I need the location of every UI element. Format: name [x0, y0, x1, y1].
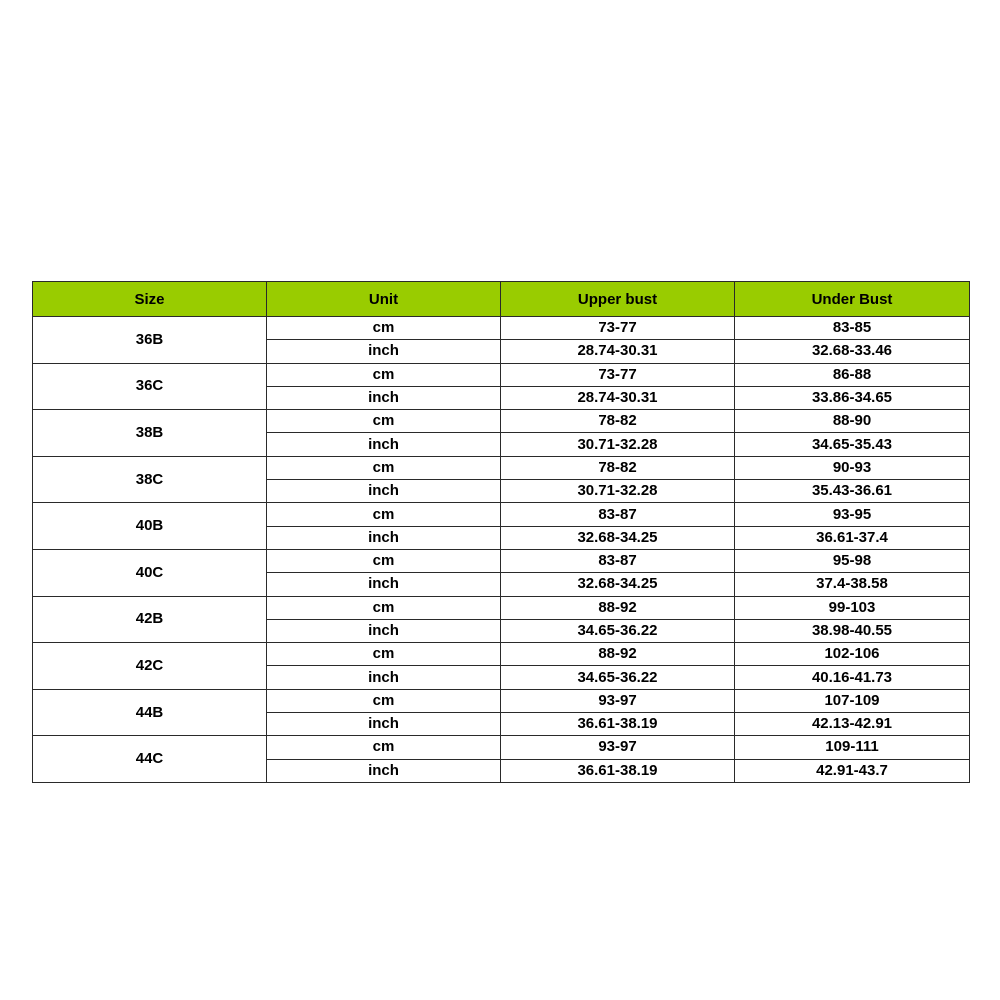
- unit-cell: inch: [267, 433, 501, 456]
- under-bust-cell: 109-111: [735, 736, 970, 759]
- size-cell: 36B: [33, 317, 267, 364]
- size-cell: 36C: [33, 363, 267, 410]
- under-bust-cell: 33.86-34.65: [735, 386, 970, 409]
- table-row: [33, 736, 970, 759]
- under-bust-cell: 107-109: [735, 689, 970, 712]
- upper-bust-cell: 36.61-38.19: [501, 713, 735, 736]
- header-under-bust: Under Bust: [735, 282, 970, 317]
- unit-cell: inch: [267, 480, 501, 503]
- upper-bust-cell: 73-77: [501, 363, 735, 386]
- header-size: Size: [33, 282, 267, 317]
- upper-bust-cell: 30.71-32.28: [501, 480, 735, 503]
- under-bust-cell: 99-103: [735, 596, 970, 619]
- upper-bust-cell: 83-87: [501, 549, 735, 572]
- size-cell: 40C: [33, 549, 267, 596]
- under-bust-cell: 95-98: [735, 549, 970, 572]
- header-row: [33, 282, 970, 317]
- table-row: [33, 643, 970, 666]
- upper-bust-cell: 36.61-38.19: [501, 759, 735, 782]
- unit-cell: cm: [267, 317, 501, 340]
- unit-cell: inch: [267, 759, 501, 782]
- under-bust-cell: 88-90: [735, 410, 970, 433]
- upper-bust-cell: 28.74-30.31: [501, 386, 735, 409]
- under-bust-cell: 36.61-37.4: [735, 526, 970, 549]
- size-cell: 40B: [33, 503, 267, 550]
- unit-cell: inch: [267, 526, 501, 549]
- size-chart-table: [32, 281, 970, 783]
- unit-cell: inch: [267, 666, 501, 689]
- size-cell: 38C: [33, 456, 267, 503]
- under-bust-cell: 38.98-40.55: [735, 619, 970, 642]
- header-upper-bust: Upper bust: [501, 282, 735, 317]
- upper-bust-cell: 88-92: [501, 643, 735, 666]
- unit-cell: cm: [267, 410, 501, 433]
- header-unit: Unit: [267, 282, 501, 317]
- unit-cell: cm: [267, 503, 501, 526]
- unit-cell: cm: [267, 736, 501, 759]
- upper-bust-cell: 88-92: [501, 596, 735, 619]
- table-row: [33, 410, 970, 433]
- table-body: [33, 317, 970, 783]
- unit-cell: cm: [267, 689, 501, 712]
- under-bust-cell: 86-88: [735, 363, 970, 386]
- under-bust-cell: 40.16-41.73: [735, 666, 970, 689]
- under-bust-cell: 35.43-36.61: [735, 480, 970, 503]
- unit-cell: cm: [267, 643, 501, 666]
- under-bust-cell: 83-85: [735, 317, 970, 340]
- upper-bust-cell: 32.68-34.25: [501, 526, 735, 549]
- size-cell: 42B: [33, 596, 267, 643]
- unit-cell: inch: [267, 573, 501, 596]
- size-cell: 44B: [33, 689, 267, 736]
- unit-cell: cm: [267, 363, 501, 386]
- size-cell: 44C: [33, 736, 267, 783]
- table-row: [33, 549, 970, 572]
- under-bust-cell: 90-93: [735, 456, 970, 479]
- table-row: [33, 363, 970, 386]
- upper-bust-cell: 30.71-32.28: [501, 433, 735, 456]
- unit-cell: inch: [267, 340, 501, 363]
- upper-bust-cell: 93-97: [501, 689, 735, 712]
- upper-bust-cell: 28.74-30.31: [501, 340, 735, 363]
- under-bust-cell: 34.65-35.43: [735, 433, 970, 456]
- upper-bust-cell: 78-82: [501, 410, 735, 433]
- under-bust-cell: 32.68-33.46: [735, 340, 970, 363]
- unit-cell: cm: [267, 549, 501, 572]
- upper-bust-cell: 83-87: [501, 503, 735, 526]
- unit-cell: inch: [267, 386, 501, 409]
- table-row: [33, 317, 970, 340]
- unit-cell: inch: [267, 619, 501, 642]
- under-bust-cell: 42.13-42.91: [735, 713, 970, 736]
- table-row: [33, 689, 970, 712]
- upper-bust-cell: 34.65-36.22: [501, 619, 735, 642]
- upper-bust-cell: 93-97: [501, 736, 735, 759]
- under-bust-cell: 37.4-38.58: [735, 573, 970, 596]
- unit-cell: cm: [267, 596, 501, 619]
- table-row: [33, 456, 970, 479]
- size-cell: 42C: [33, 643, 267, 690]
- table-row: [33, 596, 970, 619]
- unit-cell: cm: [267, 456, 501, 479]
- upper-bust-cell: 32.68-34.25: [501, 573, 735, 596]
- under-bust-cell: 93-95: [735, 503, 970, 526]
- unit-cell: inch: [267, 713, 501, 736]
- upper-bust-cell: 78-82: [501, 456, 735, 479]
- under-bust-cell: 42.91-43.7: [735, 759, 970, 782]
- upper-bust-cell: 73-77: [501, 317, 735, 340]
- table-row: [33, 503, 970, 526]
- size-cell: 38B: [33, 410, 267, 457]
- under-bust-cell: 102-106: [735, 643, 970, 666]
- upper-bust-cell: 34.65-36.22: [501, 666, 735, 689]
